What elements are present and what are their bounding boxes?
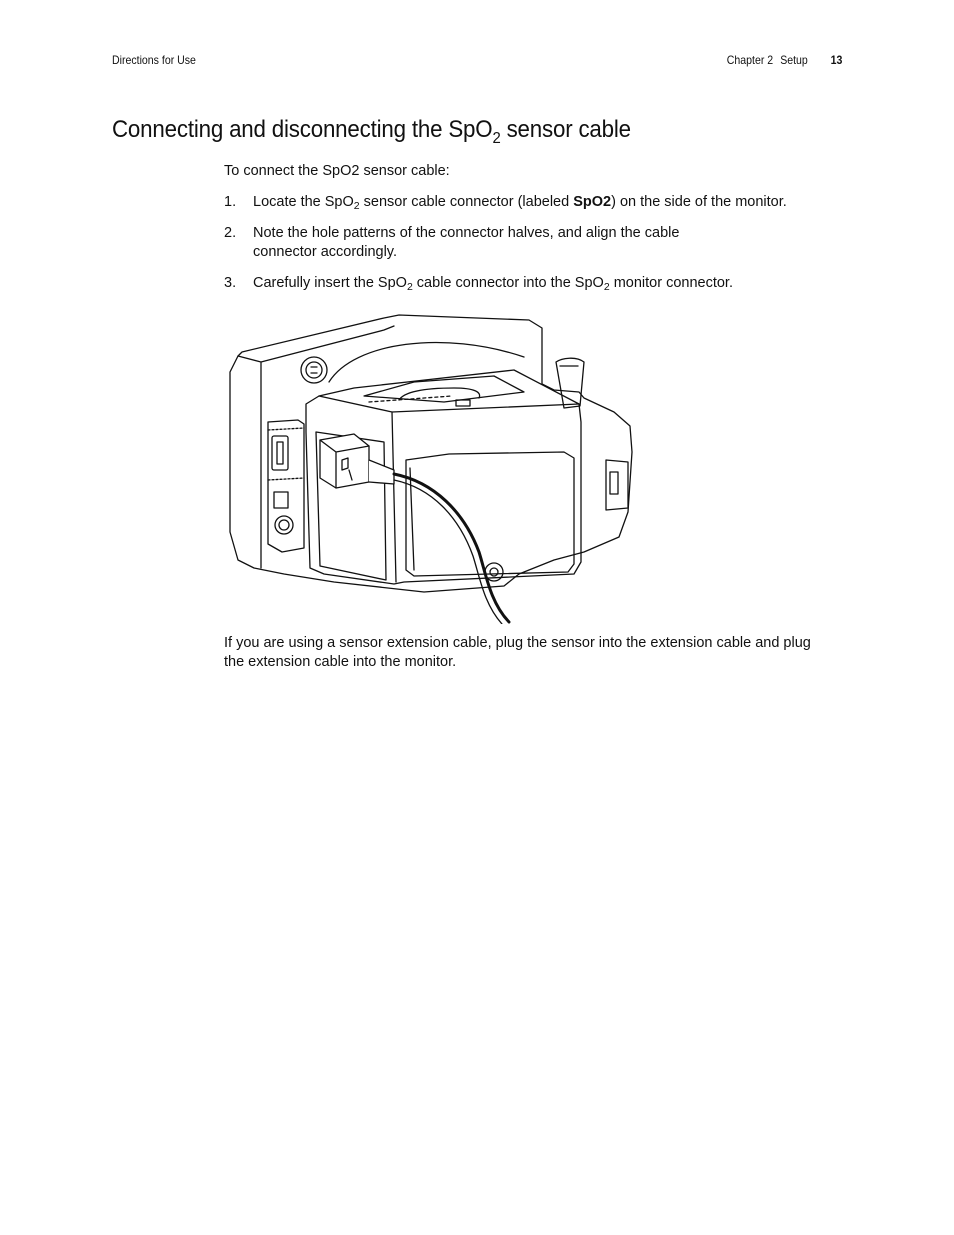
display-bezel [406, 452, 574, 576]
round-connector-inner [279, 520, 289, 530]
top-tray [364, 376, 524, 402]
step-text-part: sensor cable connector (labeled [359, 194, 574, 210]
step-text-part: Carefully insert the SpO [253, 275, 407, 291]
top-knob-marks [311, 367, 317, 373]
top-tray-recess [399, 388, 480, 400]
usb-port-inner [277, 442, 283, 464]
step-number: 2. [224, 225, 237, 241]
step-text-line: Note the hole patterns of the connector halves, and align the cable [253, 225, 680, 241]
step-number: 1. [224, 194, 237, 210]
round-connector [275, 516, 293, 534]
step-text [253, 225, 679, 260]
running-header-right [726, 53, 842, 67]
spo2-connector-plug [320, 434, 369, 488]
title-main: Connecting and disconnecting the SpO [112, 116, 493, 143]
top-knob [301, 357, 327, 383]
side-connector-panel [268, 420, 304, 552]
subscript: 2 [406, 281, 413, 293]
step-text [253, 275, 733, 291]
top-knob-inner [306, 362, 322, 378]
title-tail: sensor cable [500, 116, 631, 143]
display-bezel-inner-left [410, 468, 414, 570]
title-subscript: 2 [492, 130, 501, 147]
right-connector-slot [610, 472, 618, 494]
front-top-edge [392, 404, 579, 412]
bottom-screw-inner [490, 568, 498, 576]
step-list [224, 193, 844, 305]
lower-port [274, 492, 288, 508]
step-number: 3. [224, 275, 237, 291]
usb-port [272, 436, 288, 470]
page-number: 13 [830, 53, 842, 67]
top-tray-latch [456, 400, 470, 406]
running-header-left: Directions for Use [112, 53, 196, 67]
connector-label: SpO2 [573, 194, 612, 210]
section-title [112, 116, 631, 147]
step-text [253, 194, 787, 210]
step-text-part: ) on the side of the monitor. [611, 194, 787, 210]
monitor-illustration [224, 312, 636, 624]
extension-cable-note: If you are using a sensor extension cable, plug the sensor into the extension cable and plug the extension cable into the monitor. [224, 635, 811, 670]
step-text-line: connector accordingly. [253, 244, 398, 260]
step-item [224, 224, 844, 262]
subscript: 2 [353, 200, 360, 212]
cable-strain-relief [369, 460, 394, 484]
step-item [224, 274, 844, 293]
step-item [224, 193, 844, 212]
right-side-connector [606, 460, 628, 510]
header-section: Setup [779, 53, 808, 67]
step-text-part: monitor connector. [609, 275, 733, 291]
step-text-part: Locate the SpO [253, 194, 354, 210]
header-chapter: Chapter 2 [726, 53, 773, 67]
step-text-part: cable connector into the SpO [412, 275, 604, 291]
subscript: 2 [603, 281, 610, 293]
intro-text: To connect the SpO2 sensor cable: [224, 163, 450, 179]
